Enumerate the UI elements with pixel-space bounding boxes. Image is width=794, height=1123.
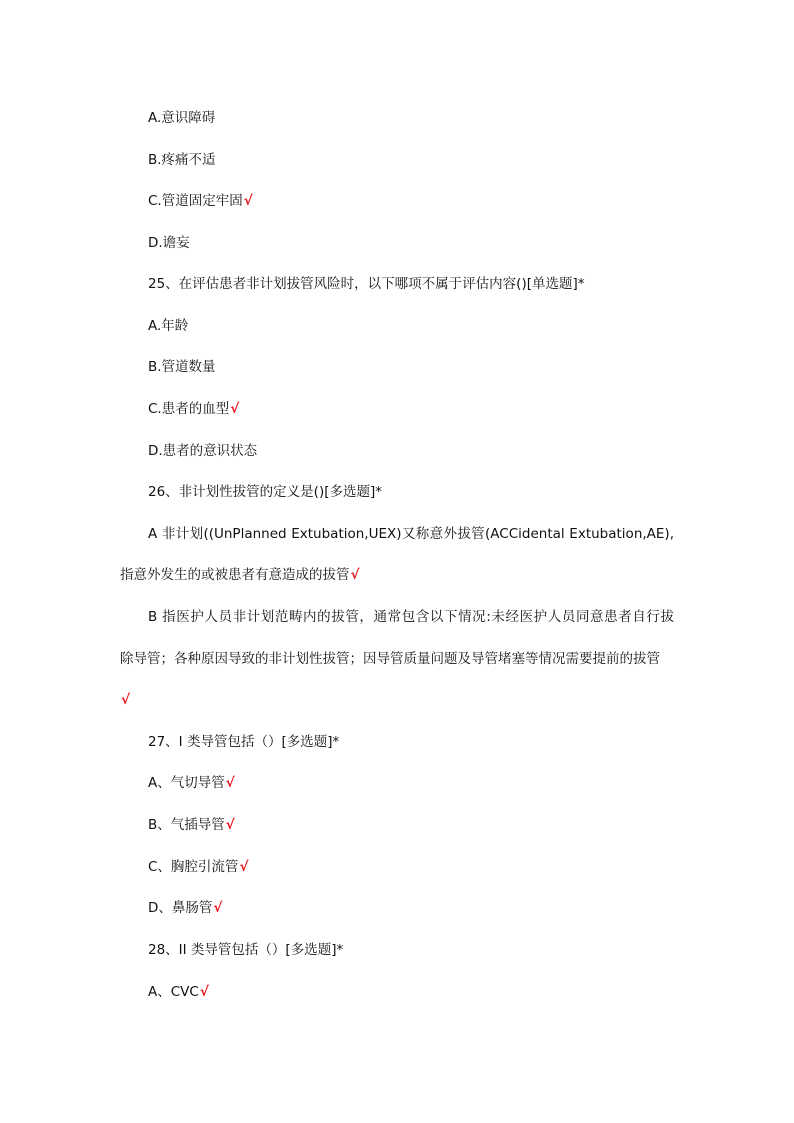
check-mark-icon: √ xyxy=(213,900,223,916)
q25-option-c: C.患者的血型√ xyxy=(148,401,240,417)
question-28: 28、II 类导管包括（）[多选题]* xyxy=(148,942,344,958)
q25-option-b: B.管道数量 xyxy=(148,359,216,375)
check-mark-icon: √ xyxy=(199,984,209,1000)
check-mark-icon: √ xyxy=(239,859,249,875)
q26-option-b-line1: B 指医护人员非计划范畴内的拔管，通常包含以下情况:未经医护人员同意患者自行拔 xyxy=(148,609,674,625)
option-c-tube-fixed-securely: C.管道固定牢固√ xyxy=(148,193,253,209)
question-25: 25、在评估患者非计划拔管风险时，以下哪项不属于评估内容()[单选题]* xyxy=(148,276,585,292)
question-26: 26、非计划性拔管的定义是()[多选题]* xyxy=(148,484,382,500)
q26-option-b-line2: 除导管；各种原因导致的非计划性拔管；因导管质量问题及导管堵塞等情况需要提前的拔管 xyxy=(120,651,660,667)
q27-option-a: A、气切导管√ xyxy=(148,775,235,791)
check-mark-icon: √ xyxy=(350,567,360,583)
check-mark-icon: √ xyxy=(230,401,240,417)
option-b-pain-discomfort: B.疼痛不适 xyxy=(148,152,216,168)
q27-option-d: D、鼻肠管√ xyxy=(148,900,223,916)
q27-option-b: B、气插导管√ xyxy=(148,817,235,833)
option-d-delirium: D.谵妄 xyxy=(148,235,190,251)
option-a-consciousness-disorder: A.意识障碍 xyxy=(148,110,216,126)
q26-option-a-line1: A 非计划((UnPlanned Extubation,UEX)又称意外拔管(ACCidental Extubation,AE), xyxy=(148,526,674,542)
q26-option-a-line2: 指意外发生的或被患者有意造成的拔管√ xyxy=(120,567,360,583)
q25-option-d: D.患者的意识状态 xyxy=(148,443,258,459)
q25-option-a: A.年龄 xyxy=(148,318,189,334)
question-27: 27、I 类导管包括（）[多选题]* xyxy=(148,734,340,750)
q27-option-c: C、胸腔引流管√ xyxy=(148,859,249,875)
check-mark-icon: √ xyxy=(121,692,131,708)
check-mark-icon: √ xyxy=(225,775,235,791)
q28-option-a: A、CVC√ xyxy=(148,984,209,1000)
q26-option-b-line3 xyxy=(120,691,130,709)
check-mark-icon: √ xyxy=(243,193,253,209)
check-mark-icon: √ xyxy=(225,817,235,833)
